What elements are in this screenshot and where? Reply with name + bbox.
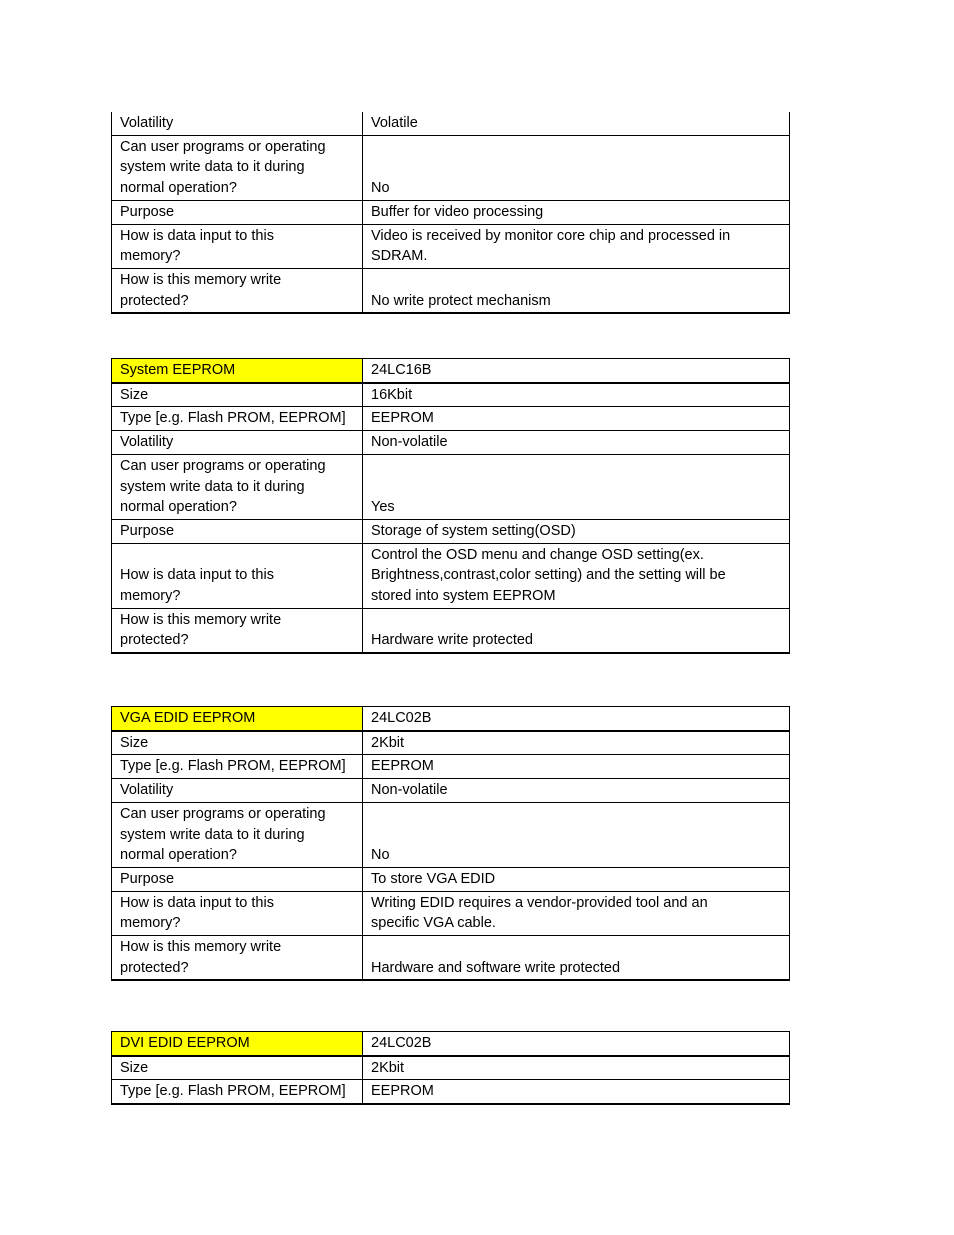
dvi-edid-eeprom-table [111, 1031, 790, 1105]
table-row [112, 755, 790, 779]
row-label [112, 112, 363, 135]
cell-text-line: Volatility [120, 782, 174, 799]
table-row [112, 802, 790, 867]
cell-text-line: normal operation? [120, 847, 237, 864]
row-label [112, 802, 363, 867]
table-row [112, 431, 790, 455]
cell-text-line: How is data input to this [120, 567, 274, 584]
row-value [363, 135, 790, 200]
row-value [363, 407, 790, 431]
cell-text-line: Type [e.g. Flash PROM, EEPROM] [120, 1083, 346, 1100]
cell-text-line: Control the OSD menu and change OSD setting(ex. [371, 546, 704, 563]
row-label [112, 867, 363, 891]
cell-text-line: Size [120, 1059, 149, 1076]
cell-text-line: system write data to it during [120, 826, 305, 843]
memory-name: DVI EDID EEPROM [112, 1032, 363, 1056]
table-row [112, 112, 790, 135]
row-label [112, 543, 363, 608]
row-value [363, 608, 790, 653]
cell-text-line: How is data input to this [120, 894, 274, 911]
cell-text-line: EEPROM [371, 758, 434, 775]
cell-text-line: 2Kbit [371, 1059, 405, 1076]
row-label [112, 135, 363, 200]
cell-text-line: No write protect mechanism [371, 292, 551, 309]
table-header-row [112, 359, 790, 383]
cell-text-line: No [371, 847, 390, 864]
row-label [112, 936, 363, 981]
cell-text-line: EEPROM [371, 410, 434, 427]
cell-text-line: protected? [120, 959, 189, 976]
table-row [112, 200, 790, 224]
table-row [112, 543, 790, 608]
row-label [112, 268, 363, 313]
cell-text-line: Non-volatile [371, 782, 448, 799]
row-label [112, 731, 363, 755]
cell-text-line: protected? [120, 292, 189, 309]
row-label [112, 224, 363, 268]
cell-text-line: normal operation? [120, 499, 237, 516]
table-row [112, 268, 790, 313]
cell-text-line: EEPROM [371, 1083, 434, 1100]
row-label [112, 200, 363, 224]
cell-text-line: protected? [120, 632, 189, 649]
row-value [363, 224, 790, 268]
cell-text-line: system write data to it during [120, 478, 305, 495]
cell-text-line: Purpose [120, 203, 175, 220]
cell-text-line: Brightness,contrast,color setting) and the setting will be [371, 567, 726, 584]
row-value [363, 802, 790, 867]
row-value [363, 731, 790, 755]
row-label [112, 608, 363, 653]
table-row [112, 891, 790, 935]
cell-text-line: Video is received by monitor core chip and processed in [371, 227, 731, 244]
table-row [112, 779, 790, 803]
cell-text-line: memory? [120, 248, 181, 265]
row-label [112, 1080, 363, 1104]
cell-text-line: 16Kbit [371, 386, 413, 403]
row-value [363, 755, 790, 779]
cell-text-line: Writing EDID requires a vendor-provided tool and an [371, 894, 708, 911]
table-row [112, 1056, 790, 1080]
table-row [112, 454, 790, 519]
cell-text-line: Hardware write protected [371, 632, 533, 649]
row-label [112, 779, 363, 803]
cell-text-line: Hardware and software write protected [371, 959, 621, 976]
sdram-table [111, 112, 790, 314]
table-row [112, 383, 790, 407]
cell-text-line: To store VGA EDID [371, 870, 496, 887]
part-number: 24LC16B [363, 359, 790, 383]
row-label [112, 891, 363, 935]
row-value [363, 454, 790, 519]
cell-text-line: Volatility [120, 115, 174, 131]
cell-text-line: Type [e.g. Flash PROM, EEPROM] [120, 410, 346, 427]
cell-text-line: How is this memory write [120, 939, 282, 956]
row-label [112, 755, 363, 779]
cell-text-line: stored into system EEPROM [371, 588, 556, 605]
table-header-row [112, 1032, 790, 1056]
cell-text-line: Can user programs or operating [120, 805, 326, 822]
row-label [112, 519, 363, 543]
cell-text-line: Type [e.g. Flash PROM, EEPROM] [120, 758, 346, 775]
cell-text-line: How is data input to this [120, 227, 274, 244]
table-row [112, 867, 790, 891]
row-value [363, 383, 790, 407]
cell-text-line: normal operation? [120, 180, 237, 197]
system-eeprom-table [111, 358, 790, 654]
cell-text-line: 2Kbit [371, 734, 405, 751]
row-value [363, 1080, 790, 1104]
table-row [112, 407, 790, 431]
memory-name: VGA EDID EEPROM [112, 707, 363, 731]
cell-text-line: Volatility [120, 434, 174, 451]
cell-text-line: system write data to it during [120, 159, 305, 176]
cell-text-line: Can user programs or operating [120, 138, 326, 155]
memory-name: System EEPROM [112, 359, 363, 383]
cell-text-line: memory? [120, 588, 181, 605]
cell-text-line: Size [120, 734, 149, 751]
row-value [363, 543, 790, 608]
table-header-row [112, 707, 790, 731]
cell-text-line: Storage of system setting(OSD) [371, 522, 576, 539]
cell-text-line: Buffer for video processing [371, 203, 544, 220]
row-value [363, 431, 790, 455]
table-row [112, 731, 790, 755]
vga-edid-eeprom-table [111, 706, 790, 981]
cell-text-line: SDRAM. [371, 248, 428, 265]
cell-text-line: No [371, 180, 390, 197]
row-label [112, 383, 363, 407]
row-label [112, 431, 363, 455]
table-row [112, 1080, 790, 1104]
row-label [112, 454, 363, 519]
cell-text-line: How is this memory write [120, 271, 282, 288]
row-value [363, 112, 790, 135]
cell-text-line: How is this memory write [120, 611, 282, 628]
row-value [363, 519, 790, 543]
row-label [112, 407, 363, 431]
cell-text-line: Yes [371, 499, 395, 516]
row-label [112, 1056, 363, 1080]
cell-text-line: Purpose [120, 870, 175, 887]
cell-text-line: specific VGA cable. [371, 915, 496, 932]
table-row [112, 519, 790, 543]
table-row [112, 135, 790, 200]
table-row [112, 936, 790, 981]
cell-text-line: Non-volatile [371, 434, 448, 451]
row-value [363, 936, 790, 981]
row-value [363, 891, 790, 935]
cell-text-line: memory? [120, 915, 181, 932]
row-value [363, 1056, 790, 1080]
table-row [112, 608, 790, 653]
part-number: 24LC02B [363, 1032, 790, 1056]
row-value [363, 200, 790, 224]
row-value [363, 779, 790, 803]
part-number: 24LC02B [363, 707, 790, 731]
table-row [112, 224, 790, 268]
cell-text-line: Purpose [120, 522, 175, 539]
row-value [363, 867, 790, 891]
row-value [363, 268, 790, 313]
cell-text-line: Volatile [371, 115, 418, 131]
cell-text-line: Can user programs or operating [120, 457, 326, 474]
cell-text-line: Size [120, 386, 149, 403]
